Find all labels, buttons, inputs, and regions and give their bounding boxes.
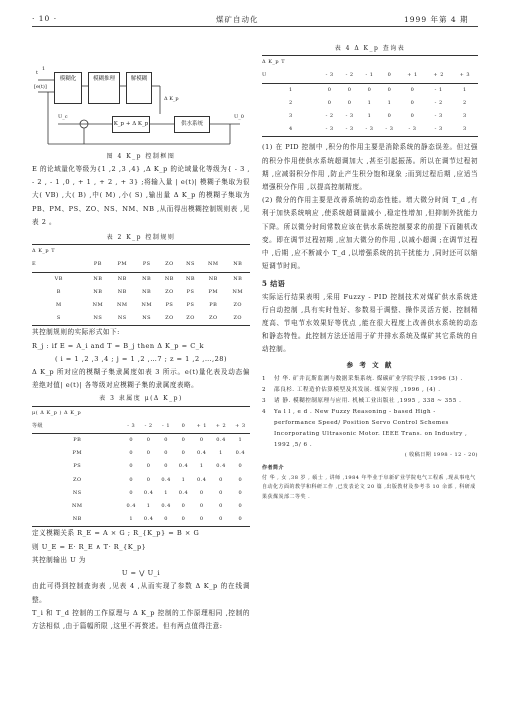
table-4-cell: 0 [367, 86, 372, 93]
table-3-row [32, 487, 250, 500]
label-t: t [36, 70, 39, 76]
table-2-cell: NB [93, 288, 103, 295]
table-2-cell: NB [117, 288, 127, 295]
table-3-cell: 0 [219, 489, 223, 496]
table-2-cell: ZO [226, 312, 251, 326]
left-paragraph-10: 由此可得到控制查询表 ,见表 4 ,从而实现了参数 Δ K_p 的在线调整。 [32, 582, 250, 604]
table-4-cell: 0 [347, 86, 352, 93]
table-2-cell: NS [135, 312, 159, 326]
table-4-row [262, 123, 478, 137]
table-2-cell: ZO [201, 312, 225, 326]
table-4-row [262, 97, 478, 110]
table-3-cell: 0.4 [161, 476, 171, 483]
table-3-cell: 0 [219, 476, 223, 483]
right-column [262, 42, 478, 502]
table-3-cell: 0 [238, 476, 243, 483]
reference-number: 1 [262, 375, 267, 382]
reference-item [262, 407, 478, 451]
left-paragraph-2: 其控制规则的实际形式如下: [32, 328, 120, 337]
table-3-cell: 0 [199, 437, 204, 444]
label-e-t: [e(t)] [34, 84, 47, 90]
reference-text: 邵良杉. 工程造价估算模型及其发展. 煤炭学报 ,1996 , (4) . [274, 386, 441, 393]
fuzzy-reasoning-block: 模糊推理 [88, 72, 120, 104]
figure-4-diagram [34, 58, 248, 150]
defuzzify-block: 解模糊 [126, 72, 152, 104]
author-bio: 付 华 , 女 ,38 岁 , 硕士 , 讲师 ,1984 年毕业于阜新矿业学院电气工程系 ,现从事电气自动化方面的教学和科研工作 ,已发表论文 20 篇 ,出版教材及参考书 10 余部 , 科研成果获煤炭部二等奖 . [262, 474, 476, 500]
table-3-row-label: NB [32, 513, 123, 527]
table-3-cell: 0 [175, 513, 192, 527]
table-3-cell: 0 [181, 503, 186, 510]
fuzzy-relation-result: 则 U_E = E· R_E ∧ T· R_{K_p} [32, 542, 147, 551]
references-heading: 参 考 文 献 [346, 360, 394, 369]
table-3-cell: 0 [181, 450, 186, 457]
table-4-cell: 0 [327, 86, 332, 93]
table-4-cell: 2 [463, 99, 467, 106]
left-paragraph-5: Δ K_p 所对应的模糊子集隶属度如表 3 所示。e(t)量化表及动态偏差绝对值| e(t)| 各等级对应模糊子集的隶属度表略。 [32, 368, 250, 390]
table-3-header-cell: - 3 [123, 420, 140, 434]
table-4-row-label: 4 [262, 123, 320, 137]
table-3-cell: 0 [157, 513, 174, 527]
table-4-cell: - 3 [434, 113, 443, 120]
table-3-header-cell: + 1 [192, 420, 211, 434]
section-5-heading: 5 结语 [262, 279, 286, 289]
table-4-cell: 1 [367, 113, 372, 120]
table-3-cell: 1 [146, 503, 151, 510]
table-3-cell: 1 [199, 463, 204, 470]
table-3 [32, 406, 250, 528]
table-3-cell: 0 [238, 489, 243, 496]
table-3-row [32, 447, 250, 460]
table-3-row [32, 474, 250, 487]
table-3-row-label: NM [72, 503, 83, 510]
table-3-row [32, 460, 250, 473]
table-2-cell: NB [142, 275, 152, 282]
table-2-cell: PM [208, 288, 219, 295]
table-2-row [32, 286, 250, 299]
table-2-header-cell: PM [110, 258, 134, 272]
right-paragraph-2: (2) 微分的作用主要是改善系统的动态性能。增大微分时间 T_d ,有利于加快系统响应 ,使系统超调量减小 ,稳定性增加 ,但抑制外扰能力下降。所以微分时间常数应该在供水系统控制要求的前提下而随机改变。即在调节过程初期 ,应加大微分的作用 ,以减小超调 ;在调节过程中 ,后期 ,应不断减小 T_d ,以增强系统的抗干扰能力 ,同时还可以缩短调节时间。 [262, 196, 478, 271]
table-3-cell: 0 [199, 489, 204, 496]
table-3-row [32, 434, 250, 448]
figure-4-caption: 图 4 K_p 控制框图 [106, 153, 176, 160]
table-3-cell: 0 [164, 463, 168, 470]
table-2-cell: NS [110, 312, 134, 326]
table-3-row [32, 513, 250, 527]
table-3-corner-bottom: 等级 [32, 420, 123, 434]
control-output-intro: 其控制输出 U 为 [32, 555, 86, 564]
table-2-cell: NB [117, 275, 127, 282]
table-4-cell: 0 [410, 99, 415, 106]
table-4-corner-bottom: U [262, 69, 320, 83]
table-2-cell: NB [186, 275, 196, 282]
table-4-cell: 1 [387, 99, 392, 106]
table-3-header-cell: - 1 [157, 420, 174, 434]
rule-index-range: ( i = 1 ,2 ,3 ,4 ; j = 1 ,2 ,…7 ; z = 1 ,2 ,…,28) [54, 354, 228, 363]
table-4-cell: 1 [367, 99, 372, 106]
table-3-row-label: PS [73, 463, 82, 470]
table-2-cell: NB [233, 275, 243, 282]
table-4-cell: 0 [327, 99, 332, 106]
table-2-cell: NM [232, 288, 243, 295]
table-2-cell: ZO [233, 302, 243, 309]
reference-item [262, 374, 478, 385]
table-2-cell: PB [209, 302, 218, 309]
references-list [262, 374, 478, 451]
table-3-cell: 1 [123, 513, 140, 527]
table-2-cell: NM [92, 302, 104, 309]
label-u0: U_0 [234, 114, 244, 120]
label-k1: 1 [42, 66, 46, 72]
table-3-cell: 0.4 [197, 450, 207, 457]
table-4-corner-top: Δ K_p T [262, 56, 320, 70]
table-4-cell: - 1 [434, 86, 443, 93]
table-3-cell: 0 [181, 437, 186, 444]
left-paragraph-1: E 的论域量化等级为{1 ,2 ,3 ,4} ,Δ K_p 的论域量化等级为{ - 3 , - 2 , - 1 ,0 , + 1 , + 2 , + 3} ;将输入量 | e(t)| 模糊子集取为很大( VB) ,大( B) ,中( M) ,小( S) ,输出量 Δ K_p 的模糊子集取为 PB、PM、PS、ZO、NS、NM、NB ,从而得出模糊控制规则表 ,见表 2 。 [32, 165, 250, 226]
reference-text: Ya l l , e d . New Fuzzy Reasoning - based High - performance Speed/ Position Servo Control Schemes Incorporating Ultrasonic Motor. IEEE Trans. on Industry , 1992 ,5/ 6 . [274, 408, 468, 448]
table-4-cell: - 3 [379, 123, 399, 137]
table-4-cell: - 3 [345, 113, 354, 120]
table-3-cell: 0 [164, 450, 168, 457]
control-output-formula: U = ⋁ U_i [121, 569, 161, 578]
label-dkp: Δ K_p [164, 96, 179, 102]
table-3-header-cell: - 2 [140, 420, 157, 434]
table-4-cell: 0 [387, 86, 392, 93]
table-3-cell: 0.4 [143, 489, 154, 496]
table-3-caption: 表 3 隶属度 μ(Δ K_p) [99, 395, 183, 403]
table-2-row-label: S [32, 312, 86, 326]
right-paragraph-1: (1) 在 PID 控制中 ,积分的作用主要是消除系统的静态误差。但过强的积分作用使供水系统超调加大 ,甚至引起振荡。所以在调节过程初期 ,应减弱积分作用 ,防止产生积分饱和现象 ;而到过程后期 ,应适当增强积分作用 ,以提高控制精度。 [262, 143, 478, 192]
reference-text: 诸 静. 模糊控制原理与应用. 机械工业出版社 ,1995 , 338 ~ 355 . [274, 397, 462, 404]
table-3-row-label: ZO [72, 476, 82, 483]
table-4-row [262, 110, 478, 123]
table-3-cell: 0.4 [161, 503, 171, 510]
table-2-cell: NB [208, 275, 218, 282]
table-4-caption: 表 4 Δ K_p 查询表 [334, 45, 406, 52]
conclusion-paragraph: 实际运行结果表明 ,采用 Fuzzy - PID 控制技术对煤矿供水系统进行自动控制 ,具有实时性好、参数易于调整、操作灵活方便、控制精度高、节电节水效果好等优点 ,能在很大程度上改善供水系统的动态和静态特性。此控制方法还适用于矿井排水系统及煤矿其它系统的自动控制。 [262, 292, 478, 354]
table-2-header-cell: PS [135, 258, 159, 272]
table-2-header-cell: PB [86, 258, 110, 272]
table-3-cell: 1 [219, 450, 223, 457]
table-4-row-label: 2 [289, 99, 293, 106]
table-4-row-label: 1 [289, 86, 293, 93]
fuzzy-relation-def: 定义模糊关系 R_E = A × G ; R_{K_p} = B × G [32, 529, 200, 538]
journal-title: 煤矿自动化 [216, 15, 259, 24]
left-column [32, 163, 250, 633]
table-2-header-cell: NM [201, 258, 225, 272]
table-2-row [32, 272, 250, 286]
kp-block: K_p + Δ K_p [112, 116, 150, 133]
left-paragraph-11: T_i 和 T_d 控制的工作原理与 Δ K_p 控制的工作原理相同 ,控制的方法相似 ,由于篇幅所限 ,这里不再赘述。但有两点值得注意: [32, 608, 250, 630]
table-2-row-label: B [56, 288, 61, 295]
table-3-cell: 1 [181, 476, 186, 483]
reference-number: 4 [262, 408, 267, 415]
table-3-cell: 0 [129, 450, 134, 457]
reference-item [262, 385, 478, 396]
reference-text: 付 华. 矿井瓦斯监测与数据采集系统. 煤碳矿业学院学报 ,1996 (3) . [274, 375, 463, 382]
table-3-cell: 0 [231, 513, 250, 527]
label-uc: U_c [58, 114, 68, 120]
table-3-cell: 0 [219, 503, 223, 510]
table-3-cell: 0 [192, 513, 211, 527]
table-3-cell: 0 [146, 450, 151, 457]
table-2-row-label: VB [54, 275, 63, 282]
reference-number: 3 [262, 397, 267, 404]
table-2-cell: ZO [165, 288, 174, 295]
table-3-cell: 1 [238, 437, 243, 444]
table-2-caption: 表 2 K_p 控制规则 [106, 234, 176, 242]
table-3-row-label: PM [72, 450, 83, 457]
page-number: · 10 · [32, 14, 58, 23]
table-3-cell: 0 [129, 463, 134, 470]
table-4-cell: - 2 [325, 113, 334, 120]
table-3-cell: 0 [238, 503, 243, 510]
table-4-header-cell: + 2 [426, 69, 452, 83]
table-3-row-label: NS [72, 489, 82, 496]
rule-formula: R_j : if E = A_i and T = B_j then Δ K_p = C_k [32, 341, 205, 350]
received-date: ( 收稿日期 1998 - 12 - 20) [404, 451, 478, 458]
table-3-cell: 0.4 [216, 463, 226, 470]
table-3-header-cell: 0 [175, 420, 192, 434]
table-4-cell: 0 [410, 113, 415, 120]
table-4-row [262, 83, 478, 97]
fuzzify-block: 模糊化 [54, 72, 82, 104]
table-3-cell: 0 [199, 503, 204, 510]
table-3-cell: 0 [164, 437, 168, 444]
table-2-row [32, 299, 250, 312]
table-3-header-cell: + 2 [211, 420, 230, 434]
table-3-row-label: PB [73, 437, 82, 444]
table-2-cell: NB [93, 275, 103, 282]
table-3-cell: 1 [164, 489, 168, 496]
table-2-cell: PS [186, 288, 195, 295]
table-4-header-cell: + 3 [452, 69, 478, 83]
table-4 [262, 55, 478, 137]
table-4-header-cell: + 1 [399, 69, 425, 83]
table-3-cell: 0 [146, 476, 151, 483]
table-3-cell: 0 [211, 513, 230, 527]
table-4-cell: - 3 [340, 123, 360, 137]
table-3-cell: 0 [146, 463, 151, 470]
table-3-cell: 0 [146, 437, 151, 444]
table-2-cell: NM [141, 302, 152, 309]
author-intro-heading: 作者简介 [262, 465, 285, 472]
table-4-cell: 0 [387, 113, 392, 120]
table-3-cell: 0.4 [126, 503, 136, 510]
table-2-header-cell: NB [226, 258, 251, 272]
table-3-cell: 0 [129, 437, 134, 444]
table-4-cell: - 2 [434, 99, 443, 106]
table-4-header-cell: - 1 [360, 69, 380, 83]
table-3-header-cell: + 3 [231, 420, 250, 434]
reference-number: 2 [262, 386, 267, 393]
table-2-header-cell: NS [180, 258, 201, 272]
table-2-corner-top: Δ K_p T [32, 245, 86, 259]
table-2-cell: NM [117, 302, 128, 309]
table-2-cell: ZO [180, 312, 201, 326]
table-4-cell: 3 [452, 123, 478, 137]
reference-item [262, 396, 478, 407]
table-2-cell: PS [186, 302, 195, 309]
table-3-row [32, 500, 250, 513]
table-2-row [32, 312, 250, 326]
table-4-cell: 0 [410, 86, 415, 93]
table-4-cell: - 3 [360, 123, 380, 137]
table-4-header-cell: - 2 [340, 69, 360, 83]
table-3-cell: 0.4 [216, 437, 226, 444]
table-2-cell: ZO [159, 312, 180, 326]
table-3-cell: 0.4 [178, 489, 189, 496]
table-3-corner-top: μ( Δ K_p ) Δ K_p [32, 406, 123, 420]
table-2-cell: PS [165, 302, 174, 309]
table-4-cell: 0 [347, 99, 352, 106]
table-4-row-label: 3 [289, 113, 293, 120]
table-3-cell: 0.4 [140, 513, 157, 527]
table-2-header-cell: ZO [159, 258, 180, 272]
table-4-cell: - 3 [426, 123, 452, 137]
table-2-corner-bottom: E [32, 258, 86, 272]
issue-info: 1999 年第 4 期 [404, 15, 469, 24]
table-4-cell: - 3 [399, 123, 425, 137]
plant-block: 供水系统 [174, 116, 210, 133]
table-4-cell: - 3 [320, 123, 340, 137]
table-4-header-cell: - 3 [320, 69, 340, 83]
table-3-cell: 0.4 [235, 450, 246, 457]
table-3-cell: 0 [129, 476, 134, 483]
table-4-cell: 3 [463, 113, 467, 120]
table-3-cell: 0 [238, 463, 243, 470]
header-rule [32, 26, 478, 27]
table-2 [32, 244, 250, 326]
table-2-row-label: M [56, 302, 62, 309]
table-4-header-cell: 0 [379, 69, 399, 83]
table-2-cell: NB [164, 275, 174, 282]
table-3-cell: 0.4 [197, 476, 207, 483]
table-2-cell: NB [142, 288, 152, 295]
table-2-cell: NS [86, 312, 110, 326]
table-3-cell: 0.4 [178, 463, 189, 470]
table-4-cell: 1 [463, 86, 467, 93]
table-3-cell: 0 [129, 489, 134, 496]
